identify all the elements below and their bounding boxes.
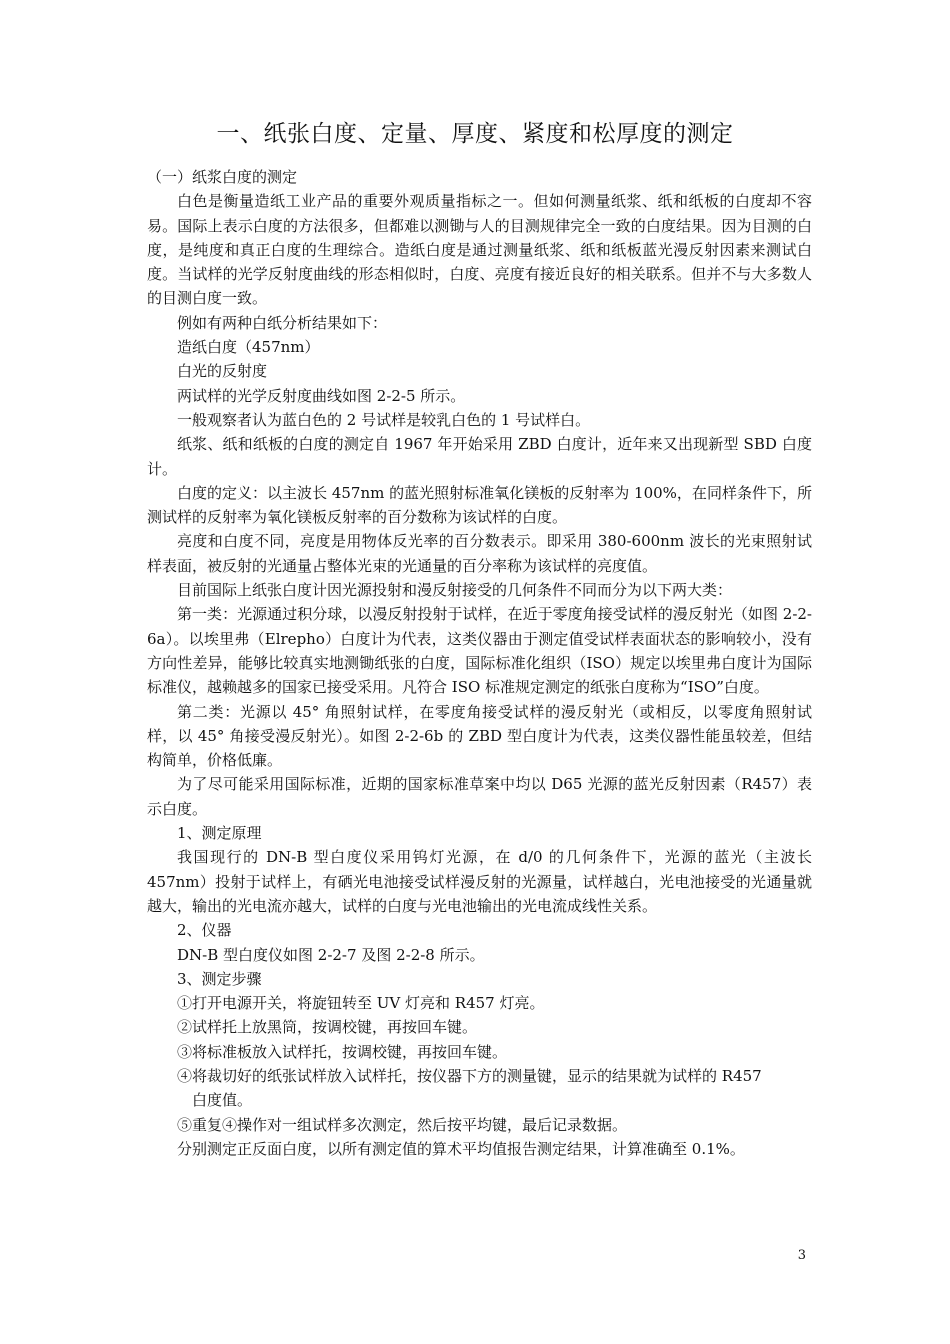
subheading-instrument: 2、仪器	[177, 921, 232, 940]
paragraph-reflectance-curve: 两试样的光学反射度曲线如图 2-2-5 所示。	[177, 386, 466, 405]
paragraph-zbd-history: 纸浆、纸和纸板的白度的测定自 1967 年开始采用 ZBD 白度计，近年来又出现新型 SBD 白度计。	[147, 435, 812, 478]
paragraph-white-reflectance: 白光的反射度	[177, 362, 268, 381]
paragraph-example: 例如有两种白纸分析结果如下：	[177, 313, 388, 332]
page-title: 一、纸张白度、定量、厚度、紧度和松厚度的测定	[216, 121, 734, 147]
paragraph-paper-whiteness: 造纸白度（457nm）	[177, 338, 320, 357]
paragraph-brightness: 亮度和白度不同，亮度是用物体反光率的百分数表示。即采用 380-600nm 波长的光束照射试样表面，被反射的光通量占整体光束的光通量的百分率称为该试样的亮度值。	[147, 532, 812, 575]
paragraph-whiteness-definition: 白度的定义：以主波长 457nm 的蓝光照射标准氧化镁板的反射率为 100%，在同样条件下，所测试样的反射率为氧化镁板反射率的百分数称为该试样的白度。	[147, 483, 812, 527]
procedure-step: ③将标准板放入试样托，按调校键，再按回车键。	[177, 1042, 508, 1061]
paragraph-national-standard: 为了尽可能采用国际标准，近期的国家标准草案中均以 D65 光源的蓝光反射因素（R457）表示白度。	[147, 775, 812, 818]
paragraph-instrument: DN-B 型白度仪如图 2-2-7 及图 2-2-8 所示。	[177, 945, 485, 964]
procedure-step-4-continuation: 白度值。	[192, 1091, 253, 1110]
paragraph-category-one: 第一类：光源通过积分球，以漫反射投射于试样，在近于零度角接受试样的漫反射光（如图 2-2-6a）。以埃里弗（Elrepho）白度计为代表，这类仪器由于测定值受试样表面状态的影响较小，没有方向性差异，能够比较真实地测锄纸张的白度，国际标准化组织（ISO）规定以埃里弗白度计为国际标准仪，越赖越多的国家已接受采用。凡符合 ISO 标准规定测定的纸张白度称为“ISO”白度。	[147, 605, 812, 697]
paragraph-categories: 目前国际上纸张白度计因光源投射和漫反射接受的几何条件不同而分为以下两大类：	[177, 581, 733, 600]
paragraph-principle: 我国现行的 DN-B 型白度仪采用钨灯光源，在 d/0 的几何条件下，光源的蓝光（主波长 457nm）投射于试样上，有硒光电池接受试样漫反射的光源量，试样越白，光电池接受的光通量就越大，输出的光电流亦越大，试样的白度与光电池输出的光电流成线性关系。	[147, 848, 812, 915]
section-heading: （一）纸浆白度的测定	[147, 168, 298, 186]
page-number: 3	[797, 1248, 806, 1263]
paragraph-reporting: 分别测定正反面白度，以所有测定值的算术平均值报告测定结果，计算准确至 0.1%。	[177, 1139, 745, 1158]
paragraph-category-two: 第二类：光源以 45° 角照射试样，在零度角接受试样的漫反射光（或相反，以零度角照射试样，以 45° 角接受漫反射光）。如图 2-2-6b 的 ZBD 型白度计为代表，这类仪器性能虽较差，但结构简单，价格低廉。	[147, 702, 812, 770]
subheading-principle: 1、测定原理	[177, 824, 262, 843]
subheading-procedure: 3、测定步骤	[177, 969, 262, 988]
procedure-step-4	[147, 1064, 812, 1113]
document-body	[147, 165, 812, 1161]
procedure-step: ①打开电源开关，将旋钮转至 UV 灯亮和 R457 灯亮。	[177, 994, 545, 1013]
procedure-step: ⑤重复④操作对一组试样多次测定，然后按平均键，最后记录数据。	[177, 1115, 628, 1134]
paragraph-whiteness-intro: 白色是衡量造纸工业产品的重要外观质量指标之一。但如何测量纸浆、纸和纸板的白度却不容易。国际上表示白度的方法很多，但都难以测锄与人的目测规律完全一致的白度结果。因为目测的白度，是纯度和真正白度的生理综合。造纸白度是通过测量纸浆、纸和纸板蓝光漫反射因素来测试白度。当试样的光学反射度曲线的形态相似时，白度、亮度有接近良好的相关联系。但并不与大多数人的目测白度一致。	[147, 192, 812, 308]
procedure-step: ②试样托上放黑筒，按调校键，再按回车键。	[177, 1018, 478, 1037]
procedure-step-4-text: ④将裁切好的纸张试样放入试样托，按仪器下方的测量键，显示的结果就为试样的 R457	[177, 1066, 762, 1085]
paragraph-observer: 一般观察者认为蓝白色的 2 号试样是较乳白色的 1 号试样白。	[177, 410, 591, 429]
